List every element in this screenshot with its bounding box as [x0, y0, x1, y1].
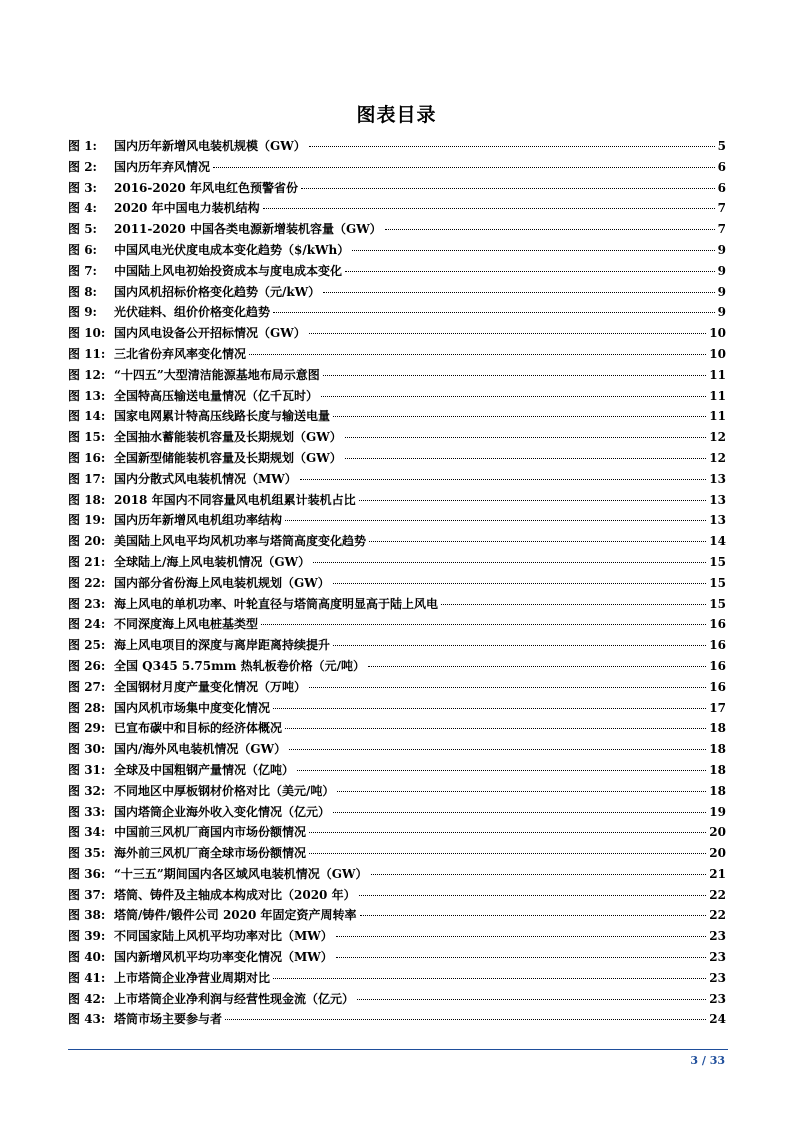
- dot-leader: [369, 541, 706, 542]
- toc-entry-label: 三北省份弃风率变化情况: [114, 346, 247, 361]
- toc-entry-number: 图 39:: [68, 929, 106, 944]
- toc-entry-number: 图 21:: [68, 554, 106, 569]
- toc-entry[interactable]: [68, 760, 726, 781]
- toc-entry-label: 光伏硅料、组价价格变化趋势: [114, 305, 271, 320]
- toc-entry-label: 海上风电项目的深度与离岸距离持续提升: [114, 638, 331, 653]
- dot-leader: [333, 812, 706, 813]
- toc-entry-label: 塔筒市场主要参与者: [114, 1012, 223, 1027]
- toc-entry-number: 图 28:: [68, 700, 106, 715]
- dot-leader: [352, 250, 714, 251]
- toc-entry[interactable]: [68, 531, 726, 552]
- toc-entry-page: 6: [717, 159, 726, 174]
- dot-leader: [371, 874, 707, 875]
- toc-entry-label: 全国新型储能装机容量及长期规划（GW）: [114, 450, 342, 465]
- toc-entry-number: 图 16:: [68, 450, 106, 465]
- toc-entry[interactable]: [68, 240, 726, 261]
- dot-leader: [336, 957, 707, 958]
- toc-entry-page: 18: [709, 783, 726, 798]
- toc-entry-page: 7: [717, 201, 726, 216]
- dot-leader: [336, 936, 707, 937]
- toc-entry-label: 上市塔筒企业净营业周期对比: [114, 970, 271, 985]
- toc-entry-label: 中国风电光伏度电成本变化趋势（$/kWh）: [114, 242, 350, 257]
- dot-leader: [337, 791, 706, 792]
- toc-entry-number: 图 15:: [68, 430, 106, 445]
- toc-entry-label: 全球及中国粗钢产量情况（亿吨）: [114, 762, 295, 777]
- toc-entry-number: 图 5:: [68, 222, 97, 237]
- toc-entry-page: 10: [709, 346, 726, 361]
- toc-entry-number: 图 40:: [68, 950, 106, 965]
- dot-leader: [333, 583, 707, 584]
- toc-entry-number: 图 36:: [68, 866, 106, 881]
- toc-entry-page: 5: [717, 139, 726, 153]
- toc-entry-number: 图 35:: [68, 846, 106, 861]
- page-title: 图表目录: [356, 104, 437, 126]
- toc-entry-label: 全球陆上/海上风电装机情况（GW）: [114, 554, 311, 569]
- toc-entry[interactable]: [68, 781, 726, 802]
- dot-leader: [323, 292, 714, 293]
- dot-leader: [357, 999, 706, 1000]
- toc-entry-number: 图 30:: [68, 742, 106, 757]
- dot-leader: [289, 749, 706, 750]
- toc-entry-number: 图 2:: [68, 159, 97, 174]
- dot-leader: [300, 479, 707, 480]
- page-number: 3 / 33: [690, 1054, 725, 1067]
- toc-entry[interactable]: [68, 864, 726, 885]
- toc-entry-page: 10: [709, 326, 726, 341]
- toc-entry[interactable]: [68, 594, 726, 615]
- toc-entry-label: 塔筒/铸件/锻件公司 2020 年固定资产周转率: [114, 908, 357, 923]
- toc-entry-page: 13: [709, 513, 726, 528]
- toc-entry[interactable]: [68, 635, 726, 656]
- toc-entry-label: 2016-2020 年风电红色预警省份: [114, 180, 298, 195]
- toc-entry-number: 图 20:: [68, 534, 106, 549]
- toc-entry-number: 图 11:: [68, 346, 106, 361]
- toc-entry-page: 18: [709, 742, 726, 757]
- toc-entry-label: 中国前三风机厂商国内市场份额情况: [114, 825, 307, 840]
- toc-entry-page: 23: [709, 991, 726, 1006]
- toc-entry-page: 23: [709, 929, 726, 944]
- toc-entry[interactable]: [68, 552, 726, 573]
- toc-entry-number: 图 3:: [68, 180, 97, 195]
- toc-entry-page: 22: [709, 908, 726, 923]
- dot-leader: [309, 333, 707, 334]
- dot-leader: [273, 708, 706, 709]
- toc-entry-page: 24: [709, 1012, 726, 1027]
- dot-leader: [297, 770, 706, 771]
- dot-leader: [313, 562, 706, 563]
- toc-entry-number: 图 1:: [68, 139, 97, 153]
- toc-entry-number: 图 6:: [68, 242, 97, 257]
- toc-entry-label: 已宣布碳中和目标的经济体概况: [114, 721, 283, 736]
- toc-entry-number: 图 25:: [68, 638, 106, 653]
- toc-entry[interactable]: [68, 656, 726, 677]
- toc-entry[interactable]: [68, 406, 726, 427]
- dot-leader: [360, 915, 707, 916]
- toc-entry-label: 不同地区中厚板钢材价格对比（美元/吨）: [114, 783, 335, 798]
- toc-entry[interactable]: [68, 448, 726, 469]
- toc-entry-label: 国内/海外风电装机情况（GW）: [114, 742, 287, 757]
- toc-entry-label: 全国 Q345 5.75mm 热轧板卷价格（元/吨）: [114, 658, 366, 673]
- toc-entry-page: 18: [709, 762, 726, 777]
- dot-leader: [273, 978, 706, 979]
- toc-entry[interactable]: [68, 843, 726, 864]
- toc-entry-page: 9: [717, 284, 726, 299]
- toc-entry[interactable]: [68, 1009, 726, 1030]
- toc-entry-page: 22: [709, 887, 726, 902]
- toc-entry-label: 国内历年弃风情况: [114, 159, 211, 174]
- toc-entry[interactable]: [68, 136, 726, 157]
- toc-entry-number: 图 8:: [68, 284, 97, 299]
- dot-leader: [309, 832, 706, 833]
- toc-entry-label: 全国特高压输送电量情况（亿千瓦时）: [114, 388, 319, 403]
- dot-leader: [321, 396, 706, 397]
- toc-entry[interactable]: [68, 198, 726, 219]
- toc-entry-number: 图 7:: [68, 263, 97, 278]
- dot-leader: [359, 895, 707, 896]
- toc-entry-number: 图 4:: [68, 201, 97, 216]
- toc-entry-page: 11: [709, 388, 726, 403]
- toc-entry-number: 图 26:: [68, 658, 106, 673]
- dot-leader: [333, 645, 706, 646]
- toc-entry[interactable]: [68, 677, 726, 698]
- toc-entry-number: 图 14:: [68, 409, 106, 424]
- toc-entry[interactable]: [68, 926, 726, 947]
- toc-entry-page: 19: [709, 804, 726, 819]
- figure-list: [68, 136, 726, 1030]
- toc-entry-label: 国内分散式风电装机情况（MW）: [114, 471, 297, 486]
- dot-leader: [263, 208, 715, 209]
- toc-entry[interactable]: [68, 178, 726, 199]
- toc-entry[interactable]: [68, 157, 726, 178]
- toc-entry-label: 中国陆上风电初始投资成本与度电成本变化: [114, 263, 343, 278]
- dot-leader: [323, 375, 706, 376]
- toc-entry-label: 塔筒、铸件及主轴成本构成对比（2020 年）: [114, 887, 356, 902]
- toc-entry[interactable]: [68, 968, 726, 989]
- dot-leader: [359, 500, 707, 501]
- toc-entry-page: 13: [709, 471, 726, 486]
- toc-entry-label: 美国陆上风电平均风机功率与塔筒高度变化趋势: [114, 534, 367, 549]
- toc-entry[interactable]: [68, 344, 726, 365]
- toc-entry-page: 9: [717, 263, 726, 278]
- dot-leader: [285, 520, 706, 521]
- dot-leader: [309, 687, 706, 688]
- toc-entry-page: 21: [709, 866, 726, 881]
- dot-leader: [225, 1019, 706, 1020]
- toc-entry-page: 11: [709, 409, 726, 424]
- toc-entry-number: 图 43:: [68, 1012, 106, 1027]
- toc-entry-page: 23: [709, 950, 726, 965]
- dot-leader: [249, 354, 706, 355]
- dot-leader: [385, 229, 715, 230]
- toc-entry-page: 17: [709, 700, 726, 715]
- toc-entry-page: 15: [709, 575, 726, 590]
- toc-entry[interactable]: [68, 802, 726, 823]
- toc-entry-page: 20: [709, 825, 726, 840]
- toc-entry-number: 图 10:: [68, 326, 106, 341]
- toc-entry[interactable]: [68, 573, 726, 594]
- dot-leader: [309, 853, 706, 854]
- toc-entry-page: 15: [709, 554, 726, 569]
- toc-entry-number: 图 9:: [68, 305, 97, 320]
- toc-entry[interactable]: [68, 739, 726, 760]
- toc-entry-label: 国内历年新增风电机组功率结构: [114, 513, 283, 528]
- toc-entry-number: 图 33:: [68, 804, 106, 819]
- toc-entry-label: 国内风电设备公开招标情况（GW）: [114, 326, 306, 341]
- toc-entry-number: 图 18:: [68, 492, 106, 507]
- toc-entry[interactable]: [68, 822, 726, 843]
- dot-leader: [261, 624, 706, 625]
- toc-entry[interactable]: [68, 989, 726, 1010]
- toc-entry-number: 图 24:: [68, 617, 106, 632]
- toc-entry-label: 2011-2020 中国各类电源新增装机容量（GW）: [114, 222, 382, 237]
- dot-leader: [309, 146, 715, 147]
- toc-entry-label: 海上风电的单机功率、叶轮直径与塔筒高度明显高于陆上风电: [114, 596, 439, 611]
- toc-entry-label: 国内新增风机平均功率变化情况（MW）: [114, 950, 333, 965]
- dot-leader: [301, 188, 715, 189]
- toc-entry-label: 2018 年国内不同容量风电机组累计装机占比: [114, 492, 356, 507]
- toc-entry[interactable]: [68, 386, 726, 407]
- toc-entry[interactable]: [68, 469, 726, 490]
- toc-entry-number: 图 12:: [68, 367, 106, 382]
- toc-entry-number: 图 37:: [68, 887, 106, 902]
- dot-leader: [345, 437, 707, 438]
- toc-entry-page: 9: [717, 242, 726, 257]
- toc-entry[interactable]: [68, 490, 726, 511]
- toc-entry[interactable]: [68, 365, 726, 386]
- toc-entry-label: 全国抽水蓄能装机容量及长期规划（GW）: [114, 430, 342, 445]
- toc-entry-number: 图 23:: [68, 596, 106, 611]
- toc-entry-label: 国内风机招标价格变化趋势（元/kW）: [114, 284, 321, 299]
- toc-entry[interactable]: [68, 302, 726, 323]
- toc-entry[interactable]: [68, 219, 726, 240]
- toc-entry-label: 2020 年中国电力装机结构: [114, 201, 260, 216]
- toc-entry-number: 图 13:: [68, 388, 106, 403]
- toc-entry[interactable]: [68, 698, 726, 719]
- toc-entry-page: 16: [709, 617, 726, 632]
- toc-entry-page: 9: [717, 305, 726, 320]
- toc-entry-page: 14: [709, 534, 726, 549]
- toc-entry-number: 图 38:: [68, 908, 106, 923]
- toc-entry-number: 图 27:: [68, 679, 106, 694]
- toc-entry-page: 15: [709, 596, 726, 611]
- toc-entry[interactable]: [68, 261, 726, 282]
- toc-entry-label: 不同深度海上风电桩基类型: [114, 617, 259, 632]
- toc-entry-label: 海外前三风机厂商全球市场份额情况: [114, 846, 307, 861]
- toc-entry-page: 20: [709, 846, 726, 861]
- toc-entry-number: 图 42:: [68, 991, 106, 1006]
- toc-entry-page: 7: [717, 222, 726, 237]
- toc-entry[interactable]: [68, 885, 726, 906]
- toc-entry-page: 13: [709, 492, 726, 507]
- toc-entry-number: 图 19:: [68, 513, 106, 528]
- toc-entry-label: 上市塔筒企业净利润与经营性现金流（亿元）: [114, 991, 355, 1006]
- dot-leader: [285, 728, 706, 729]
- toc-entry-label: 全国钢材月度产量变化情况（万吨）: [114, 679, 307, 694]
- toc-entry-label: 国内塔筒企业海外收入变化情况（亿元）: [114, 804, 331, 819]
- toc-entry[interactable]: [68, 427, 726, 448]
- toc-entry-number: 图 41:: [68, 970, 106, 985]
- toc-entry-number: 图 34:: [68, 825, 106, 840]
- toc-entry-number: 图 29:: [68, 721, 106, 736]
- toc-entry-number: 图 17:: [68, 471, 106, 486]
- toc-entry-page: 12: [709, 430, 726, 445]
- dot-leader: [273, 312, 715, 313]
- toc-entry-number: 图 32:: [68, 783, 106, 798]
- toc-entry-page: 16: [709, 638, 726, 653]
- toc-entry[interactable]: [68, 323, 726, 344]
- toc-entry-label: “十四五”大型清洁能源基地布局示意图: [114, 367, 320, 382]
- toc-entry[interactable]: [68, 282, 726, 303]
- toc-entry-label: 国内风机市场集中度变化情况: [114, 700, 271, 715]
- toc-entry-page: 11: [709, 367, 726, 382]
- toc-entry[interactable]: [68, 947, 726, 968]
- toc-entry-label: 国内历年新增风电装机规模（GW）: [114, 139, 306, 153]
- toc-entry[interactable]: [68, 718, 726, 739]
- footer-divider: [68, 1049, 728, 1050]
- toc-entry[interactable]: [68, 905, 726, 926]
- toc-entry-label: 不同国家陆上风机平均功率对比（MW）: [114, 929, 333, 944]
- dot-leader: [213, 167, 715, 168]
- toc-entry[interactable]: [68, 614, 726, 635]
- toc-entry-page: 16: [709, 658, 726, 673]
- toc-entry-label: 国内部分省份海上风电装机规划（GW）: [114, 575, 330, 590]
- toc-entry-number: 图 31:: [68, 762, 106, 777]
- dot-leader: [345, 271, 715, 272]
- toc-entry-page: 6: [717, 180, 726, 195]
- dot-leader: [368, 666, 706, 667]
- toc-entry-page: 23: [709, 970, 726, 985]
- toc-entry-label: “十三五”期间国内各区域风电装机情况（GW）: [114, 866, 368, 881]
- toc-entry-label: 国家电网累计特高压线路长度与输送电量: [114, 409, 331, 424]
- toc-entry-page: 12: [709, 450, 726, 465]
- dot-leader: [333, 416, 706, 417]
- toc-entry-page: 16: [709, 679, 726, 694]
- toc-entry-number: 图 22:: [68, 575, 106, 590]
- dot-leader: [441, 604, 706, 605]
- toc-entry-page: 18: [709, 721, 726, 736]
- toc-entry[interactable]: [68, 510, 726, 531]
- dot-leader: [345, 458, 707, 459]
